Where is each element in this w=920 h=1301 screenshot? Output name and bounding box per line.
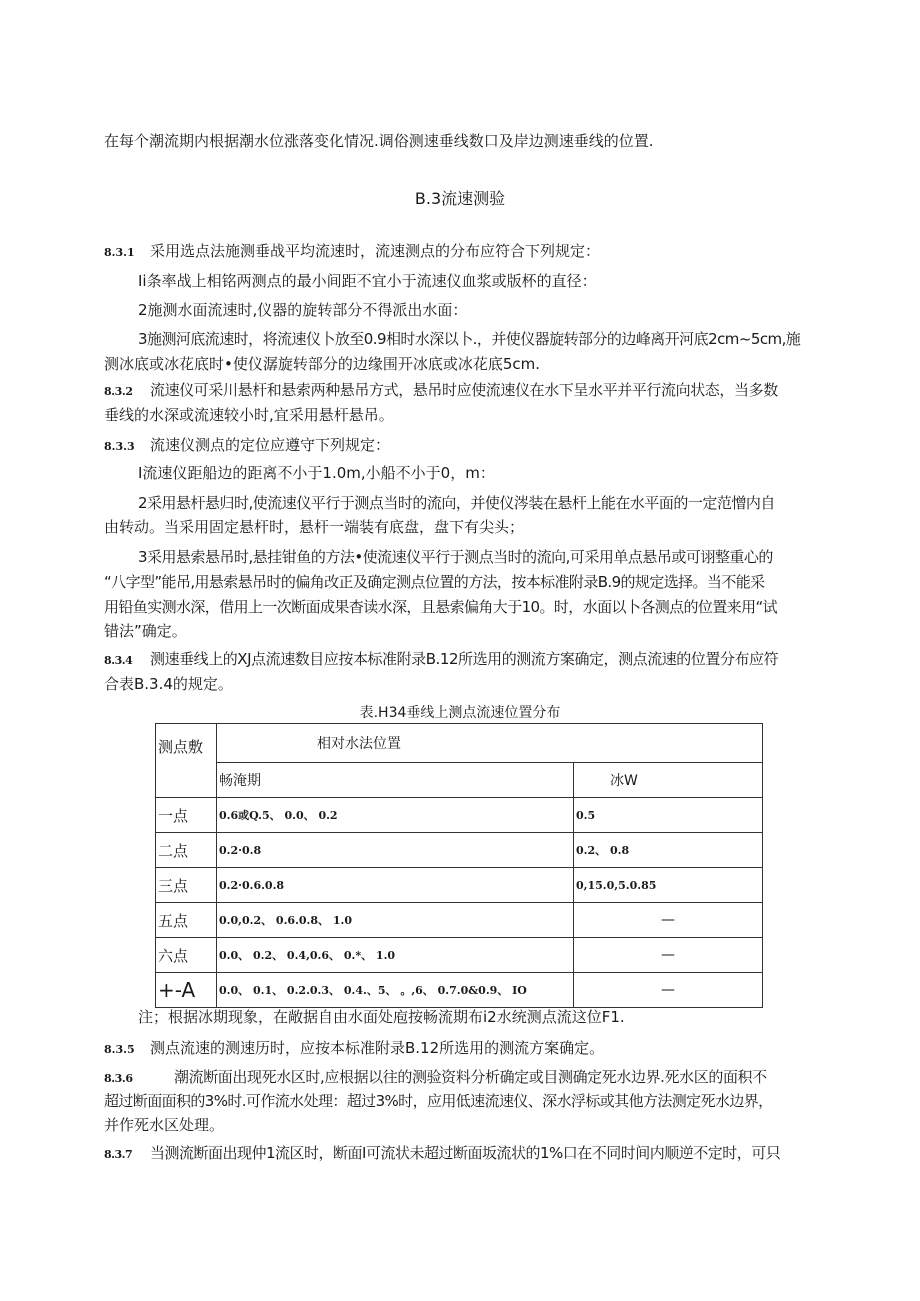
table-subheader-row <box>156 763 763 798</box>
cell-ice: — <box>574 903 763 938</box>
clause-text: 测速垂线上的XJ点流速数目应按本标准附录B.12所选用的测流方案确定，测点流速的位置分布应符 <box>150 650 779 668</box>
table-header-row <box>156 724 763 763</box>
clause-number: 8.3.5 <box>104 1043 135 1056</box>
clause-text: 采用选点法施测垂战平均流速时，流速测点的分布应符合下列规定： <box>150 242 601 260</box>
clause-line <box>104 379 778 403</box>
clause-line: 2采用悬杆悬归时,使流速仪平行于测点当时的流向，并使仪涔装在悬杆上能在水平面的一定范憎内自 <box>138 494 775 512</box>
header-relative-depth: 相对水法位置 <box>217 724 763 763</box>
table-row <box>156 938 763 973</box>
clause-line: 3采用悬索悬吊时,悬挂钳鱼的方法•使流速仪平行于测点当时的流向,可采用单点悬吊或可诩整重心的 <box>138 548 773 566</box>
cell-open: 0.2·0.8 <box>217 833 574 868</box>
clause-text: 流速仪测点的定位应遵守下列规定： <box>150 436 391 454</box>
clause-number: 8.3.1 <box>104 246 135 259</box>
table-row <box>156 868 763 903</box>
clause-number: 8.3.7 <box>104 1148 133 1161</box>
clause-line <box>104 1066 767 1090</box>
table-row <box>156 798 763 833</box>
clause-text: 潮流断面出现死水区时,应根据以往的测验资料分析确定或目测确定死水边界.死水区的面积不 <box>174 1068 767 1086</box>
clause-line <box>104 1142 780 1166</box>
clause-line <box>104 648 778 672</box>
cell-open: 0.0、 0.2、 0.4,0.6、 0.*、 1.0 <box>217 938 574 973</box>
row-label: 六点 <box>156 938 217 973</box>
clause-line: 3施测河底流速时，将流速仪卜放至0.9相时水深以卜.，并使仪器旋转部分的边峰离开河底2cm~5cm,施 <box>138 330 801 348</box>
row-label: 一点 <box>156 798 217 833</box>
clause-line: 并作死水区处理。 <box>104 1116 225 1134</box>
clause-number: 8.3.2 <box>104 385 133 398</box>
header-ice-period: 冰W <box>574 763 763 798</box>
table-row <box>156 833 763 868</box>
clause-number: 8.3.3 <box>104 440 135 453</box>
row-label: 五点 <box>156 903 217 938</box>
clause-line: 超过断面面积的3%时.可作流水处理：超过3%时，应用低速流速仪、深水浮标或其他方法测定死水边界， <box>104 1092 773 1110</box>
clause-line <box>104 240 600 264</box>
clause-line: I流速仪距船边的距离不小于1.0m,小船不小于0，m： <box>138 464 495 482</box>
clause-text: 当测流断面出现仲1流区时，断面I可流状未超过断面坂流状的1%口在不同时间内顺逆不定时，可只 <box>150 1144 781 1162</box>
cell-ice: — <box>574 973 763 1008</box>
table-note: 注；根据冰期现象，在敞据自由水面处庖按畅流期布i2水统测点流这位F1. <box>138 1008 625 1026</box>
clause-text: 测点流速的测速历时，应按本标准附录B.12所选用的测流方案确定。 <box>150 1039 605 1057</box>
cell-open: 0.0、 0.1、 0.2.0.3、 0.4.、5、 。,6、 0.7.0&0.9、 IO <box>217 973 574 1008</box>
clause-number: 8.3.6 <box>104 1072 133 1085</box>
clause-text: 流速仪可采川悬杆和悬索两种悬吊方式，悬吊时应使流速仪在水下呈水平并平行流向状态，当多数 <box>150 381 778 399</box>
row-label: 二点 <box>156 833 217 868</box>
clause-line: 合表B.3.4的规定。 <box>104 675 233 693</box>
clause-line <box>104 434 390 458</box>
clause-line: 错法”确定。 <box>104 622 187 640</box>
clause-line: Ii条率战上相铭两测点的最小间距不宜小于流速仪血浆或版杯的直径： <box>138 272 597 290</box>
section-title: B.3流速测验 <box>414 189 506 208</box>
clause-line: 由转动。当采用固定悬杆时，悬杆一端装有底盘，盘下有尖头； <box>104 518 525 536</box>
header-point-count: 测点敷 <box>156 724 217 798</box>
clause-line: “八字型”能吊,用悬索悬吊时的偏角改正及确定测点位置的方法，按本标准附录B.9的规定选择。当不能采 <box>104 573 765 591</box>
cell-open: 0.6或Q.5、 0.0、 0.2 <box>217 798 574 833</box>
cell-ice: 0.5 <box>574 798 763 833</box>
cell-ice: 0.2、 0.8 <box>574 833 763 868</box>
table-row <box>156 973 763 1008</box>
clause-number: 8.3.4 <box>104 654 133 667</box>
clause-line: 2施测水面流速时,仪器的旋转部分不得派出水面： <box>138 301 468 319</box>
clause-line: 垂线的水深或流速较小时,宜采用悬杆悬吊。 <box>104 406 394 424</box>
cell-ice: 0,15.0,5.0.85 <box>574 868 763 903</box>
cell-open: 0.2·0.6.0.8 <box>217 868 574 903</box>
clause-line <box>104 1037 604 1061</box>
row-label: +-A <box>156 973 217 1008</box>
cell-open: 0.0,0.2、 0.6.0.8、 1.0 <box>217 903 574 938</box>
intro-line: 在每个潮流期内根据潮水位涨落变化情况.调俗测速垂线数口及岸边测速垂线的位置. <box>104 132 654 150</box>
clause-line: 用铅鱼实测水深，借用上一次断面成果杳读水深，且悬索偏角大于10。时，水面以卜各测点的位置来用“试 <box>104 598 778 616</box>
cell-ice: — <box>574 938 763 973</box>
clause-line: 测冰底或冰花底时•使仪潺旋转部分的边缘围开冰底或冰花底5cm. <box>104 355 541 373</box>
header-open-water: 畅淹期 <box>217 763 574 798</box>
table-caption: 表.H34垂线上测点流速位置分布 <box>359 705 561 721</box>
velocity-point-table <box>155 723 763 1008</box>
table-row <box>156 903 763 938</box>
row-label: 三点 <box>156 868 217 903</box>
